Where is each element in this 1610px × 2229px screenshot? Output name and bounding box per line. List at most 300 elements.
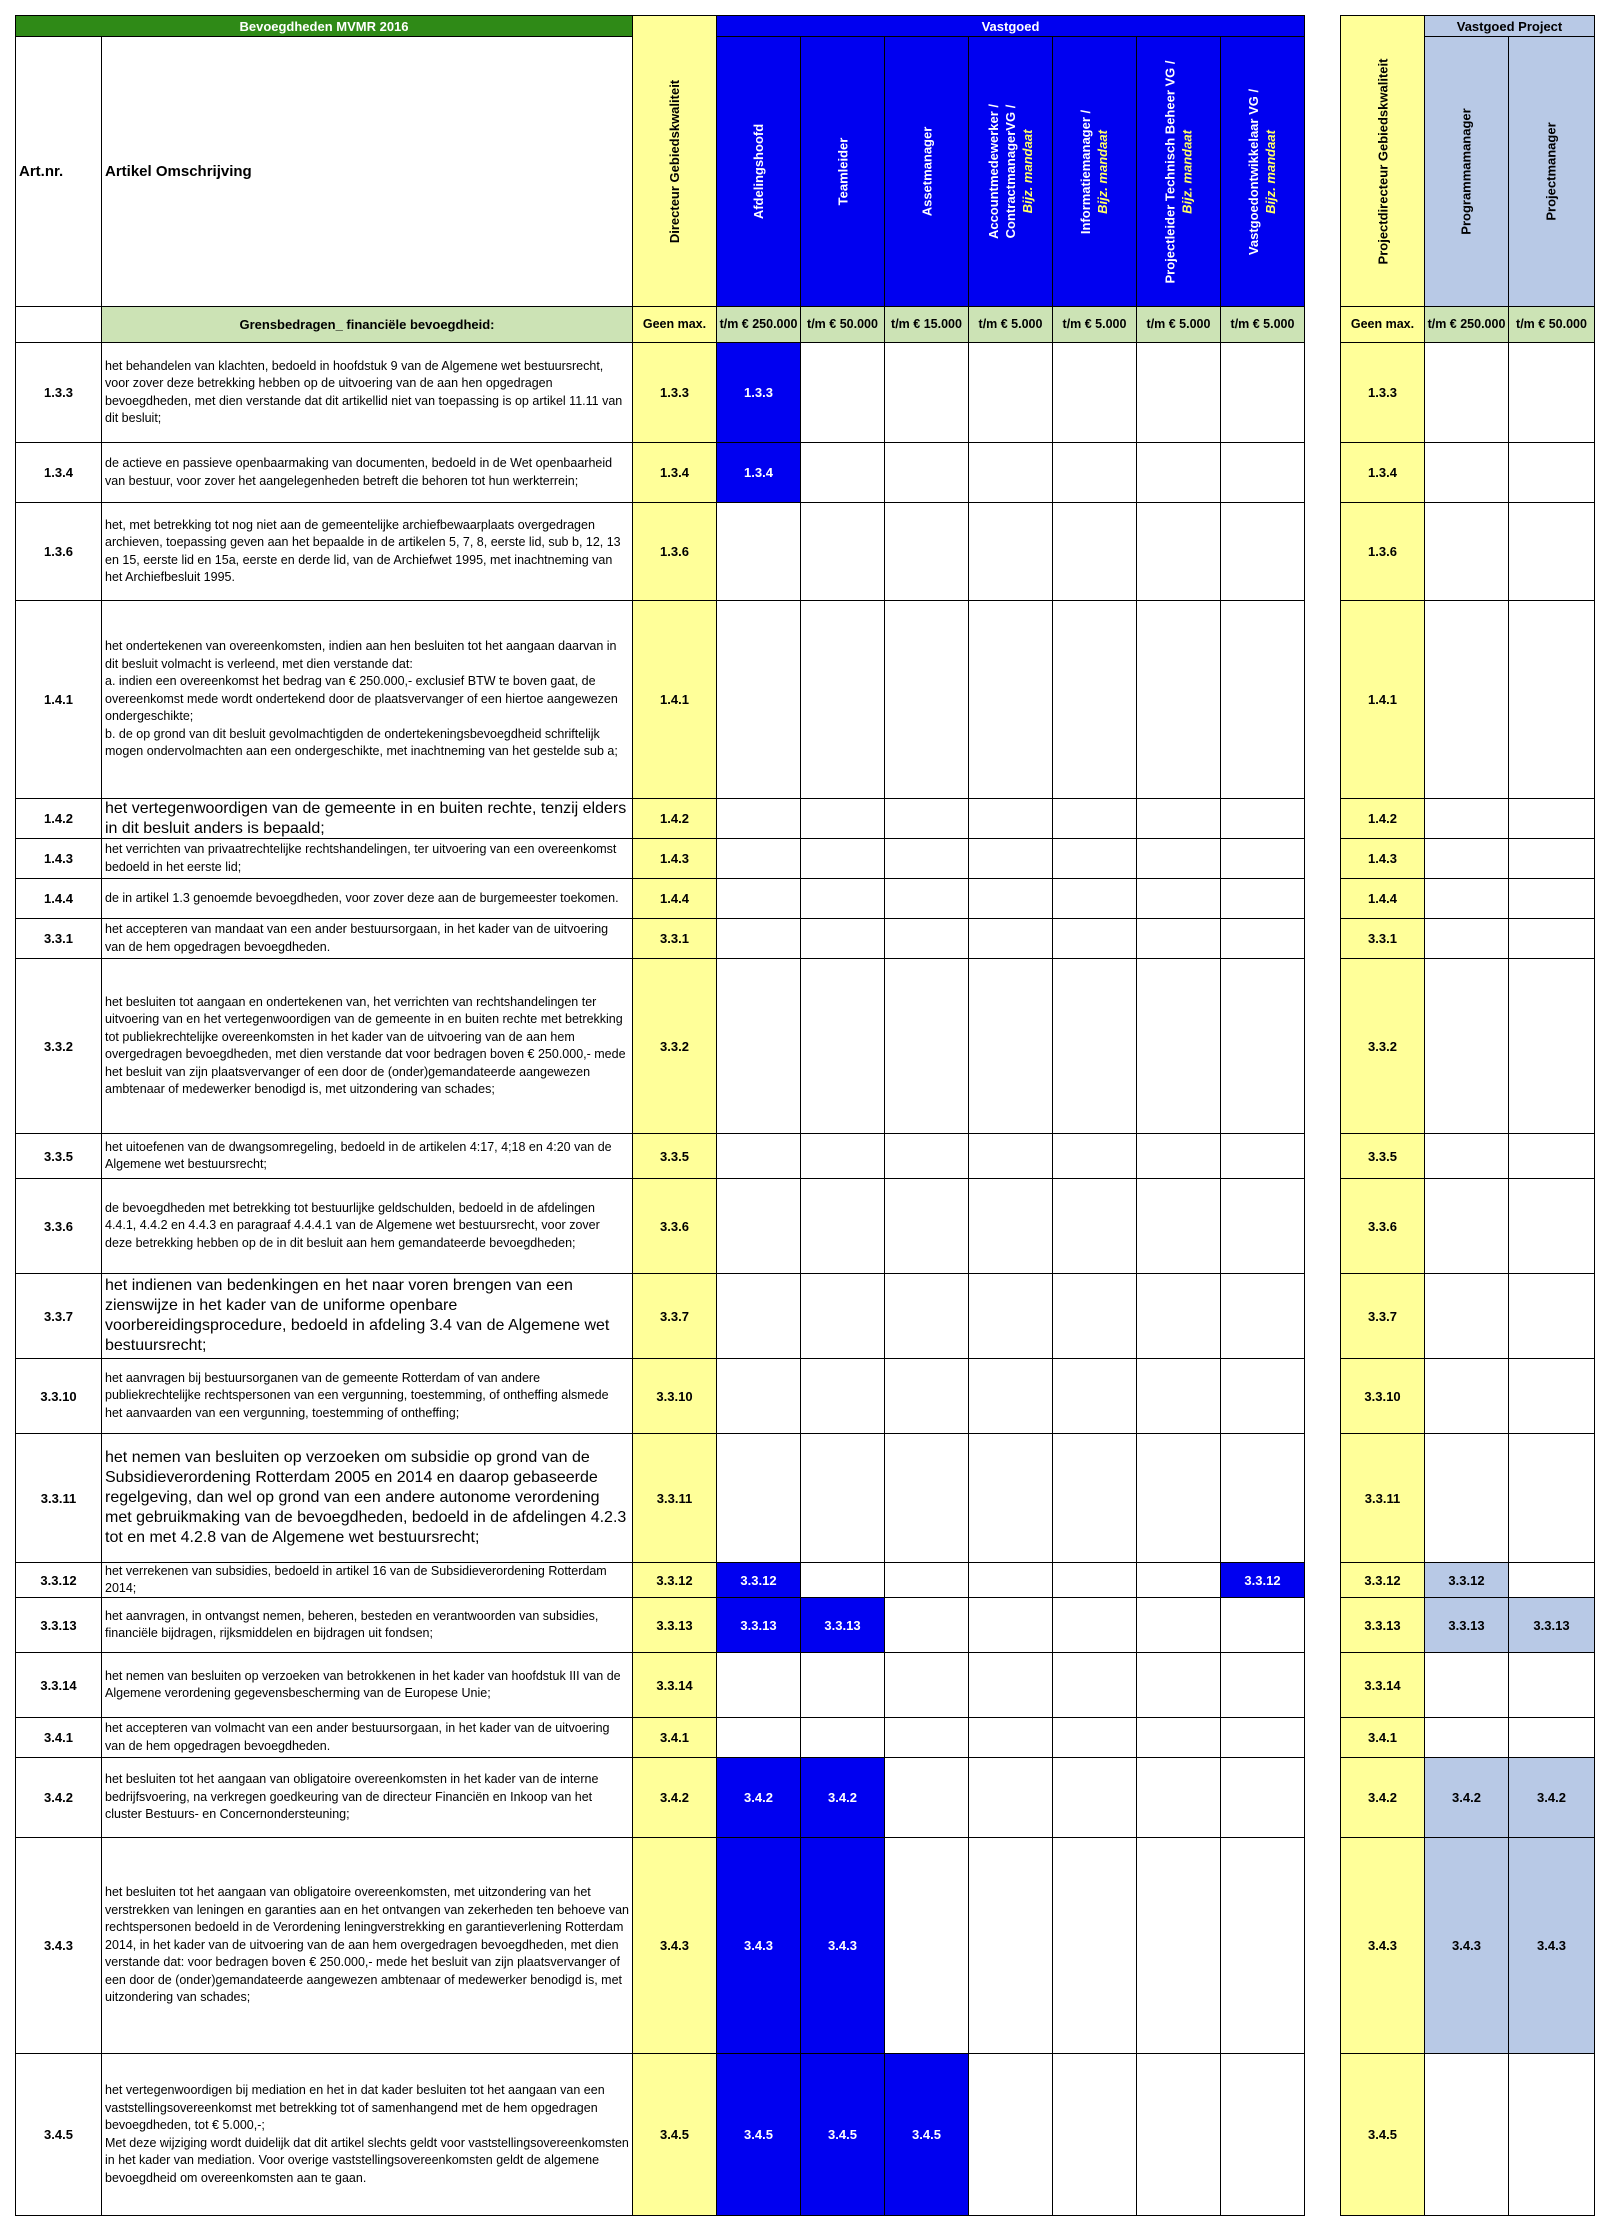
mandate-cell-prog xyxy=(1424,798,1509,839)
mandate-cell-team xyxy=(800,1652,885,1718)
mandate-cell-proj xyxy=(1136,1178,1221,1274)
column-title xyxy=(1458,108,1475,234)
mandate-cell-info xyxy=(1052,1757,1137,1838)
mandate-cell-pdir: 3.3.14 xyxy=(1340,1652,1425,1718)
mandate-cell-acc xyxy=(968,502,1053,601)
mandate-cell-proj xyxy=(1136,600,1221,799)
mandate-cell-pm xyxy=(1508,798,1595,839)
mandate-cell-afd xyxy=(716,1358,801,1434)
mandate-cell-pdir: 3.3.12 xyxy=(1340,1562,1425,1598)
mandate-cell-info xyxy=(1052,1717,1137,1758)
column-title-text: Teamleider xyxy=(835,137,850,206)
mandate-cell-dir: 3.3.2 xyxy=(632,958,717,1134)
mandate-cell-team xyxy=(800,1358,885,1434)
article-description-text: het verrekenen van subsidies, bedoeld in artikel 16 van de Subsidieverordening Rotterdam 2014; xyxy=(105,1563,607,1595)
mandate-cell-proj xyxy=(1136,442,1221,503)
limit-asset: t/m € 15.000 xyxy=(884,306,969,343)
mandate-cell-team xyxy=(800,1562,885,1598)
column-title xyxy=(918,127,935,217)
mandate-cell-pm xyxy=(1508,958,1595,1134)
mandate-cell-afd xyxy=(716,798,801,839)
mandate-cell-afd xyxy=(716,1273,801,1359)
mandate-cell-info xyxy=(1052,1133,1137,1179)
article-number: 1.4.4 xyxy=(15,878,102,919)
mandate-cell-proj xyxy=(1136,1273,1221,1359)
article-description-text: de actieve en passieve openbaarmaking van documenten, bedoeld in de Wet openbaarheid van bestuur, voor zover het aangelegenheden betreft die behoren tot hun werkterrein; xyxy=(105,456,613,488)
mandate-cell-prog xyxy=(1424,442,1509,503)
article-description xyxy=(101,1597,633,1653)
mandate-cell-asset xyxy=(884,1717,969,1758)
column-title-text: Directeur Gebiedskwaliteit xyxy=(667,79,682,243)
column-subtitle: Bijz. mandaat xyxy=(1179,129,1195,214)
article-number: 3.3.2 xyxy=(15,958,102,1134)
article-description xyxy=(101,798,633,839)
article-number: 3.4.1 xyxy=(15,1717,102,1758)
mandate-cell-proj xyxy=(1136,1837,1221,2054)
mandate-cell-pdir: 1.4.2 xyxy=(1340,798,1425,839)
article-description-text: het aanvragen, in ontvangst nemen, beheren, besteden en verantwoorden van subsidies, financiële bijdragen, rijksmiddelen en bijdragen uit fondsen; xyxy=(105,1608,599,1640)
article-description xyxy=(101,1757,633,1838)
mandate-cell-acc xyxy=(968,442,1053,503)
mandate-cell-asset xyxy=(884,1133,969,1179)
mandate-cell-proj xyxy=(1136,798,1221,839)
mandate-cell-info xyxy=(1052,918,1137,959)
mandate-cell-team: 3.4.2 xyxy=(800,1757,885,1838)
mandate-cell-prog xyxy=(1424,2053,1509,2216)
mandate-cell-acc xyxy=(968,838,1053,879)
mandate-cell-team xyxy=(800,1133,885,1179)
mandate-cell-info xyxy=(1052,838,1137,879)
article-description-text: het behandelen van klachten, bedoeld in hoofdstuk 9 van de Algemene wet bestuursrecht, voor zover deze betrekking hebben op de uitvoering van de aan hen opgedragen bevoegdheden, met dien verstande dat dit artikellid niet van toepassing is op artikel 11.11 van dit besluit; xyxy=(105,358,623,425)
mandate-cell-asset xyxy=(884,1597,969,1653)
mandate-cell-info xyxy=(1052,1273,1137,1359)
mandate-cell-acc xyxy=(968,1837,1053,2054)
article-description-text: het aanvragen bij bestuursorganen van de gemeente Rotterdam of van andere publiekrechtelijke rechtspersonen van een vergunning, toestemming, of ontheffing alsmede het aanvaarden van een vergunning, toestemming of ontheffing; xyxy=(105,1370,609,1420)
mandate-cell-pm xyxy=(1508,2053,1595,2216)
article-number: 1.4.1 xyxy=(15,600,102,799)
mandate-cell-info xyxy=(1052,958,1137,1134)
mandate-cell-proj xyxy=(1136,1133,1221,1179)
mandate-cell-afd: 3.4.2 xyxy=(716,1757,801,1838)
mandate-cell-asset xyxy=(884,1652,969,1718)
article-description xyxy=(101,1133,633,1179)
limit-team: t/m € 50.000 xyxy=(800,306,885,343)
mandate-cell-proj xyxy=(1136,1358,1221,1434)
mandate-cell-acc xyxy=(968,2053,1053,2216)
omschrijving-header: Artikel Omschrijving xyxy=(101,36,633,307)
mandate-cell-team: 3.4.5 xyxy=(800,2053,885,2216)
mandate-cell-asset xyxy=(884,798,969,839)
article-description xyxy=(101,918,633,959)
article-description xyxy=(101,502,633,601)
article-number: 1.4.2 xyxy=(15,798,102,839)
article-description-text: de in artikel 1.3 genoemde bevoegdheden, voor zover deze aan de burgemeester toekomen. xyxy=(105,890,619,905)
mandate-cell-prog xyxy=(1424,1652,1509,1718)
article-description-text: het besluiten tot het aangaan van obligatoire overeenkomsten, met uitzondering van het verstrekken van leningen en garanties aan en het ontvangen van zekerheden ten behoeve van rechtspersonen bedoeld in de Verordening leningverstrekking en garantieverlening Rotterdam 2014, in het kader van de uitvoering van de aan hem overgedragen bevoegdheden, met dien verstande dat: voor bedragen boven € 250.000,- mede het besluit van zijn plaatsvervanger of een door de (onder)gemandateerde aangewezen ambtenaar of medewerker benodigd is, met uitzondering van schades; xyxy=(105,1885,629,2005)
mandate-cell-dir: 3.3.14 xyxy=(632,1652,717,1718)
mandate-cell-pdir: 3.3.11 xyxy=(1340,1433,1425,1563)
mandate-cell-asset xyxy=(884,918,969,959)
limit-proj: t/m € 5.000 xyxy=(1136,306,1221,343)
limit-pdir: Geen max. xyxy=(1340,306,1425,343)
art-nr-header: Art.nr. xyxy=(15,36,102,307)
mandate-cell-dir: 1.3.3 xyxy=(632,342,717,443)
article-number: 3.3.11 xyxy=(15,1433,102,1563)
limit-acc: t/m € 5.000 xyxy=(968,306,1053,343)
mandate-cell-asset xyxy=(884,1178,969,1274)
mandate-cell-pm xyxy=(1508,1178,1595,1274)
mandate-cell-team xyxy=(800,1717,885,1758)
mandate-cell-afd xyxy=(716,1717,801,1758)
mandate-cell-acc xyxy=(968,1178,1053,1274)
mandate-cell-pdir: 1.3.4 xyxy=(1340,442,1425,503)
mandate-cell-prog xyxy=(1424,1133,1509,1179)
mandate-cell-dir: 3.3.12 xyxy=(632,1562,717,1598)
mandate-cell-afd xyxy=(716,600,801,799)
column-header-proj xyxy=(1136,36,1221,307)
vastgoed-bar: Vastgoed xyxy=(716,15,1305,37)
mandate-cell-prog: 3.4.3 xyxy=(1424,1837,1509,2054)
article-description xyxy=(101,1358,633,1434)
article-description xyxy=(101,600,633,799)
mandate-cell-dir: 3.3.11 xyxy=(632,1433,717,1563)
article-description xyxy=(101,2053,633,2216)
mandate-cell-dir: 1.3.4 xyxy=(632,442,717,503)
mandate-cell-pm xyxy=(1508,838,1595,879)
article-number: 3.3.1 xyxy=(15,918,102,959)
mandate-cell-dir: 1.4.3 xyxy=(632,838,717,879)
mandate-cell-prog xyxy=(1424,958,1509,1134)
column-header-pdir xyxy=(1340,15,1425,307)
mandate-cell-afd: 3.3.12 xyxy=(716,1562,801,1598)
mandate-cell-dir: 1.4.1 xyxy=(632,600,717,799)
mandate-cell-vgo xyxy=(1220,1433,1305,1563)
mandate-cell-acc xyxy=(968,1757,1053,1838)
column-header-team xyxy=(800,36,885,307)
column-header-pm xyxy=(1508,36,1595,307)
mandate-cell-info xyxy=(1052,442,1137,503)
article-description-text: het besluiten tot het aangaan van obligatoire overeenkomsten in het kader van de interne bedrijfsvoering, na verkregen goedkeuring van de directeur Financiën en Inkoop van het cluster Bestuurs- en Concernondersteuning; xyxy=(105,1772,599,1822)
mandate-cell-proj xyxy=(1136,878,1221,919)
mandate-cell-dir: 3.3.10 xyxy=(632,1358,717,1434)
mandate-cell-vgo xyxy=(1220,878,1305,919)
mandate-cell-pdir: 1.3.3 xyxy=(1340,342,1425,443)
mandate-cell-team: 3.4.3 xyxy=(800,1837,885,2054)
mandate-cell-pm xyxy=(1508,1358,1595,1434)
mandate-cell-afd: 1.3.4 xyxy=(716,442,801,503)
article-number: 3.3.14 xyxy=(15,1652,102,1718)
mandate-cell-pdir: 3.3.2 xyxy=(1340,958,1425,1134)
mandate-cell-pm xyxy=(1508,1133,1595,1179)
mandate-cell-asset xyxy=(884,1757,969,1838)
column-title-text: Programmamanager xyxy=(1459,108,1475,235)
article-description-text: het ondertekenen van overeenkomsten, indien aan hen besluiten tot het aangaan daarvan in dit besluit volmacht is verleend, met dien verstande dat: a. indien een overeenkomst het bedrag van € 250.000,- exclusief BTW te boven gaat, de overeenkomst mede wordt ondertekend door de plaatsvervanger of een hiertoe aangewezen ondergeschikte; b. de op grond van dit besluit gevolmachtigden de ondertekeningsbevoegdheid schriftelijk mogen ondervolmachten aan een ondergeschikte, met inachtneming van het gestelde sub a; xyxy=(105,639,618,759)
article-description xyxy=(101,1717,633,1758)
column-title-text: Informatiemanager / xyxy=(1078,109,1094,234)
mandate-cell-info xyxy=(1052,1433,1137,1563)
mandate-cell-vgo: 3.3.12 xyxy=(1220,1562,1305,1598)
article-number: 3.3.10 xyxy=(15,1358,102,1434)
mandate-cell-acc xyxy=(968,1597,1053,1653)
article-description xyxy=(101,878,633,919)
mandate-cell-info xyxy=(1052,342,1137,443)
mandate-cell-pm xyxy=(1508,1717,1595,1758)
article-description xyxy=(101,442,633,503)
column-header-dir xyxy=(632,15,717,307)
mandate-cell-afd: 3.4.3 xyxy=(716,1837,801,2054)
mandate-cell-vgo xyxy=(1220,1837,1305,2054)
mandate-cell-team xyxy=(800,838,885,879)
article-number: 1.3.6 xyxy=(15,502,102,601)
article-number: 3.4.5 xyxy=(15,2053,102,2216)
mandate-cell-vgo xyxy=(1220,958,1305,1134)
column-title xyxy=(1246,88,1280,254)
mandate-cell-proj xyxy=(1136,502,1221,601)
mandate-cell-pm xyxy=(1508,600,1595,799)
mandate-cell-dir: 3.4.5 xyxy=(632,2053,717,2216)
mandate-cell-asset xyxy=(884,838,969,879)
mandate-cell-dir: 3.3.13 xyxy=(632,1597,717,1653)
mandate-cell-prog xyxy=(1424,600,1509,799)
mandate-cell-vgo xyxy=(1220,600,1305,799)
title-bar: Bevoegdheden MVMR 2016 xyxy=(15,15,633,37)
mandate-cell-pm: 3.4.2 xyxy=(1508,1757,1595,1838)
article-number: 3.3.13 xyxy=(15,1597,102,1653)
column-title-text: Afdelingshoofd xyxy=(751,123,767,220)
column-subtitle: Bijz. mandaat xyxy=(1095,129,1111,214)
column-title-text: Accountmedewerker / ContractmanagerVG / xyxy=(986,103,1019,240)
mandate-cell-pm xyxy=(1508,1433,1595,1563)
article-description-text: het, met betrekking tot nog niet aan de gemeentelijke archiefbewaarplaats overgedragen archieven, toepassing geven aan het bepaalde in de artikelen 5, 7, 8, eerste lid, sub b, 12, 13 en 15, eerste lid en 15a, eerste en derde lid, van de Archiefwet 1995, met inachtneming van het Archiefbesluit 1995. xyxy=(105,517,621,584)
mandate-cell-dir: 3.4.2 xyxy=(632,1757,717,1838)
article-description-text: de bevoegdheden met betrekking tot bestuurlijke geldschulden, bedoeld in de afdelingen 4.4.1, 4.4.2 en 4.4.3 en paragraaf 4.4.4.1 van de Algemene wet bestuursrecht, voor zover deze betrekking hebben op de in dit besluit aan hem gemandateerde bevoegdheden; xyxy=(105,1200,600,1250)
mandate-cell-acc xyxy=(968,600,1053,799)
column-title xyxy=(750,124,767,219)
mandate-cell-dir: 1.4.2 xyxy=(632,798,717,839)
article-description-text: het nemen van besluiten op verzoeken van betrokkenen in het kader van hoofdstuk III van de Algemene verordening gegevensbescherming van de Europese Unie; xyxy=(105,1668,621,1700)
mandate-cell-pm xyxy=(1508,918,1595,959)
mandate-cell-acc xyxy=(968,878,1053,919)
article-description xyxy=(101,1178,633,1274)
mandate-cell-vgo xyxy=(1220,838,1305,879)
mandate-cell-afd xyxy=(716,502,801,601)
column-title xyxy=(1078,109,1112,233)
mandate-cell-acc xyxy=(968,918,1053,959)
mandate-cell-prog: 3.3.13 xyxy=(1424,1597,1509,1653)
article-description xyxy=(101,1652,633,1718)
mandate-cell-team xyxy=(800,502,885,601)
mandate-cell-asset xyxy=(884,878,969,919)
mandate-cell-asset: 3.4.5 xyxy=(884,2053,969,2216)
mandate-cell-afd: 3.4.5 xyxy=(716,2053,801,2216)
mandate-cell-team: 3.3.13 xyxy=(800,1597,885,1653)
mandate-cell-pm xyxy=(1508,1652,1595,1718)
mandate-cell-asset xyxy=(884,342,969,443)
mandate-cell-asset xyxy=(884,1273,969,1359)
mandate-cell-vgo xyxy=(1220,502,1305,601)
mandate-cell-acc xyxy=(968,798,1053,839)
mandate-cell-afd xyxy=(716,918,801,959)
column-title xyxy=(1374,58,1391,264)
mandate-cell-dir: 3.3.6 xyxy=(632,1178,717,1274)
mandate-cell-vgo xyxy=(1220,342,1305,443)
mandate-cell-proj xyxy=(1136,1652,1221,1718)
mandate-cell-pdir: 1.4.1 xyxy=(1340,600,1425,799)
mandate-cell-acc xyxy=(968,1562,1053,1598)
article-description xyxy=(101,1273,633,1359)
article-description-text: het indienen van bedenkingen en het naar voren brengen van een zienswijze in het kader van de uniforme openbare voorbereidingsprocedure, bedoeld in afdeling 3.4 van de Algemene wet bestuursrecht; xyxy=(105,1277,610,1354)
mandate-cell-acc xyxy=(968,1652,1053,1718)
mandate-cell-vgo xyxy=(1220,1273,1305,1359)
mandate-cell-proj xyxy=(1136,958,1221,1134)
mandate-cell-prog xyxy=(1424,878,1509,919)
mandate-cell-prog xyxy=(1424,838,1509,879)
mandate-cell-prog xyxy=(1424,1433,1509,1563)
mandate-cell-pdir: 3.3.10 xyxy=(1340,1358,1425,1434)
mandate-cell-afd: 3.3.13 xyxy=(716,1597,801,1653)
vastgoed-project-bar: Vastgoed Project xyxy=(1424,15,1595,37)
mandate-cell-dir: 3.4.1 xyxy=(632,1717,717,1758)
mandate-cell-afd xyxy=(716,1433,801,1563)
limit-row-blank xyxy=(15,306,102,343)
mandate-cell-pdir: 3.4.3 xyxy=(1340,1837,1425,2054)
limit-pm: t/m € 50.000 xyxy=(1508,306,1595,343)
article-number: 3.3.7 xyxy=(15,1273,102,1359)
mandate-cell-pdir: 3.3.5 xyxy=(1340,1133,1425,1179)
column-title-text: Assetmanager xyxy=(919,126,935,217)
limit-info: t/m € 5.000 xyxy=(1052,306,1137,343)
column-header-acc xyxy=(968,36,1053,307)
mandate-cell-info xyxy=(1052,600,1137,799)
column-header-afd xyxy=(716,36,801,307)
mandate-cell-vgo xyxy=(1220,798,1305,839)
column-header-prog xyxy=(1424,36,1509,307)
mandate-cell-info xyxy=(1052,1597,1137,1653)
mandate-cell-vgo xyxy=(1220,1178,1305,1274)
limit-row-label: Grensbedragen_ financiële bevoegdheid: xyxy=(101,306,633,343)
mandate-cell-afd xyxy=(716,958,801,1134)
mandate-cell-asset xyxy=(884,442,969,503)
mandate-cell-team xyxy=(800,958,885,1134)
mandate-cell-team xyxy=(800,798,885,839)
article-number: 3.3.5 xyxy=(15,1133,102,1179)
mandate-cell-team xyxy=(800,1273,885,1359)
mandate-cell-pdir: 3.4.1 xyxy=(1340,1717,1425,1758)
article-number: 1.4.3 xyxy=(15,838,102,879)
article-description-text: het verrichten van privaatrechtelijke rechtshandelingen, ter uitvoering van een overeenkomst bedoeld in het eerste lid; xyxy=(105,842,617,874)
column-title xyxy=(985,104,1036,239)
mandate-cell-pdir: 1.4.4 xyxy=(1340,878,1425,919)
article-description xyxy=(101,838,633,879)
mandate-cell-pdir: 3.4.5 xyxy=(1340,2053,1425,2216)
article-description-text: het accepteren van volmacht van een ander bestuursorgaan, in het kader van de uitvoering van de hem opgedragen bevoegdheden. xyxy=(105,1721,610,1753)
column-header-info xyxy=(1052,36,1137,307)
mandate-cell-asset xyxy=(884,1562,969,1598)
mandate-cell-team xyxy=(800,878,885,919)
mandate-cell-prog xyxy=(1424,1358,1509,1434)
limit-afd: t/m € 250.000 xyxy=(716,306,801,343)
mandate-cell-vgo xyxy=(1220,1358,1305,1434)
article-number: 3.3.6 xyxy=(15,1178,102,1274)
mandate-cell-pdir: 3.4.2 xyxy=(1340,1757,1425,1838)
mandate-cell-pm xyxy=(1508,442,1595,503)
mandate-cell-vgo xyxy=(1220,442,1305,503)
mandate-cell-prog xyxy=(1424,1178,1509,1274)
article-description-text: het besluiten tot aangaan en ondertekenen van, het verrichten van rechtshandelingen ter uitvoering van en het vertegenwoordigen van de gemeente in en buiten rechte met betrekking tot publiekrechtelijke overeenkomsten in het kader van de uitvoering van de aan hem overgedragen bevoegdheden, met dien verstande dat voor bedragen boven € 250.000,- mede het besluit van zijn plaatsvervanger of een door de (onder)gemandateerde aangewezen ambtenaar of medewerker benodigd is, met uitzondering van schades; xyxy=(105,994,626,1096)
mandate-cell-proj xyxy=(1136,1433,1221,1563)
limit-prog: t/m € 250.000 xyxy=(1424,306,1509,343)
column-title-text: Projectdirecteur Gebiedskwaliteit xyxy=(1375,58,1390,264)
mandate-cell-pm xyxy=(1508,1562,1595,1598)
mandate-cell-afd xyxy=(716,1652,801,1718)
mandate-cell-acc xyxy=(968,958,1053,1134)
mandate-cell-team xyxy=(800,918,885,959)
mandate-cell-acc xyxy=(968,1133,1053,1179)
mandate-cell-pdir: 3.3.13 xyxy=(1340,1597,1425,1653)
mandate-cell-dir: 3.3.5 xyxy=(632,1133,717,1179)
article-number: 1.3.3 xyxy=(15,342,102,443)
column-header-asset xyxy=(884,36,969,307)
mandate-cell-asset xyxy=(884,958,969,1134)
mandate-cell-pm xyxy=(1508,502,1595,601)
mandate-cell-proj xyxy=(1136,1757,1221,1838)
mandate-cell-dir: 1.4.4 xyxy=(632,878,717,919)
column-title xyxy=(1162,60,1196,283)
mandate-cell-pdir: 1.3.6 xyxy=(1340,502,1425,601)
mandate-cell-vgo xyxy=(1220,1717,1305,1758)
mandate-cell-prog xyxy=(1424,1717,1509,1758)
mandate-cell-acc xyxy=(968,1717,1053,1758)
mandate-cell-team xyxy=(800,1433,885,1563)
article-description xyxy=(101,1562,633,1598)
mandate-cell-info xyxy=(1052,798,1137,839)
mandate-cell-prog xyxy=(1424,342,1509,443)
mandate-cell-proj xyxy=(1136,1717,1221,1758)
mandate-cell-vgo xyxy=(1220,1597,1305,1653)
article-description-text: het accepteren van mandaat van een ander bestuursorgaan, in het kader van de uitvoering van de hem opgedragen bevoegdheden. xyxy=(105,922,609,954)
mandate-cell-proj xyxy=(1136,342,1221,443)
column-title-text: Projectmanager xyxy=(1544,122,1560,221)
mandate-cell-asset xyxy=(884,1837,969,2054)
mandate-cell-dir: 3.3.7 xyxy=(632,1273,717,1359)
article-description-text: het uitoefenen van de dwangsomregeling, bedoeld in de artikelen 4:17, 4;18 en 4:20 van de Algemene wet bestuursrecht; xyxy=(105,1139,612,1171)
mandate-cell-info xyxy=(1052,2053,1137,2216)
mandate-cell-afd xyxy=(716,1133,801,1179)
mandate-cell-asset xyxy=(884,1433,969,1563)
article-description xyxy=(101,1837,633,2054)
mandate-cell-pm: 3.4.3 xyxy=(1508,1837,1595,2054)
mandate-cell-dir: 3.4.3 xyxy=(632,1837,717,2054)
mandate-cell-info xyxy=(1052,1358,1137,1434)
column-title-text: Vastgoedontwikkelaar VG / xyxy=(1246,88,1262,255)
column-title xyxy=(1543,122,1560,220)
mandate-cell-proj xyxy=(1136,838,1221,879)
mandate-cell-afd: 1.3.3 xyxy=(716,342,801,443)
group-gap xyxy=(1305,0,1339,2229)
article-description xyxy=(101,958,633,1134)
mandate-cell-proj xyxy=(1136,2053,1221,2216)
mandate-cell-vgo xyxy=(1220,1757,1305,1838)
mandate-cell-proj xyxy=(1136,918,1221,959)
mandate-cell-dir: 1.3.6 xyxy=(632,502,717,601)
mandate-cell-pm: 3.3.13 xyxy=(1508,1597,1595,1653)
article-number: 3.4.3 xyxy=(15,1837,102,2054)
article-number: 3.3.12 xyxy=(15,1562,102,1598)
mandate-cell-dir: 3.3.1 xyxy=(632,918,717,959)
mandate-cell-acc xyxy=(968,1358,1053,1434)
column-header-vgo xyxy=(1220,36,1305,307)
mandate-cell-prog xyxy=(1424,918,1509,959)
